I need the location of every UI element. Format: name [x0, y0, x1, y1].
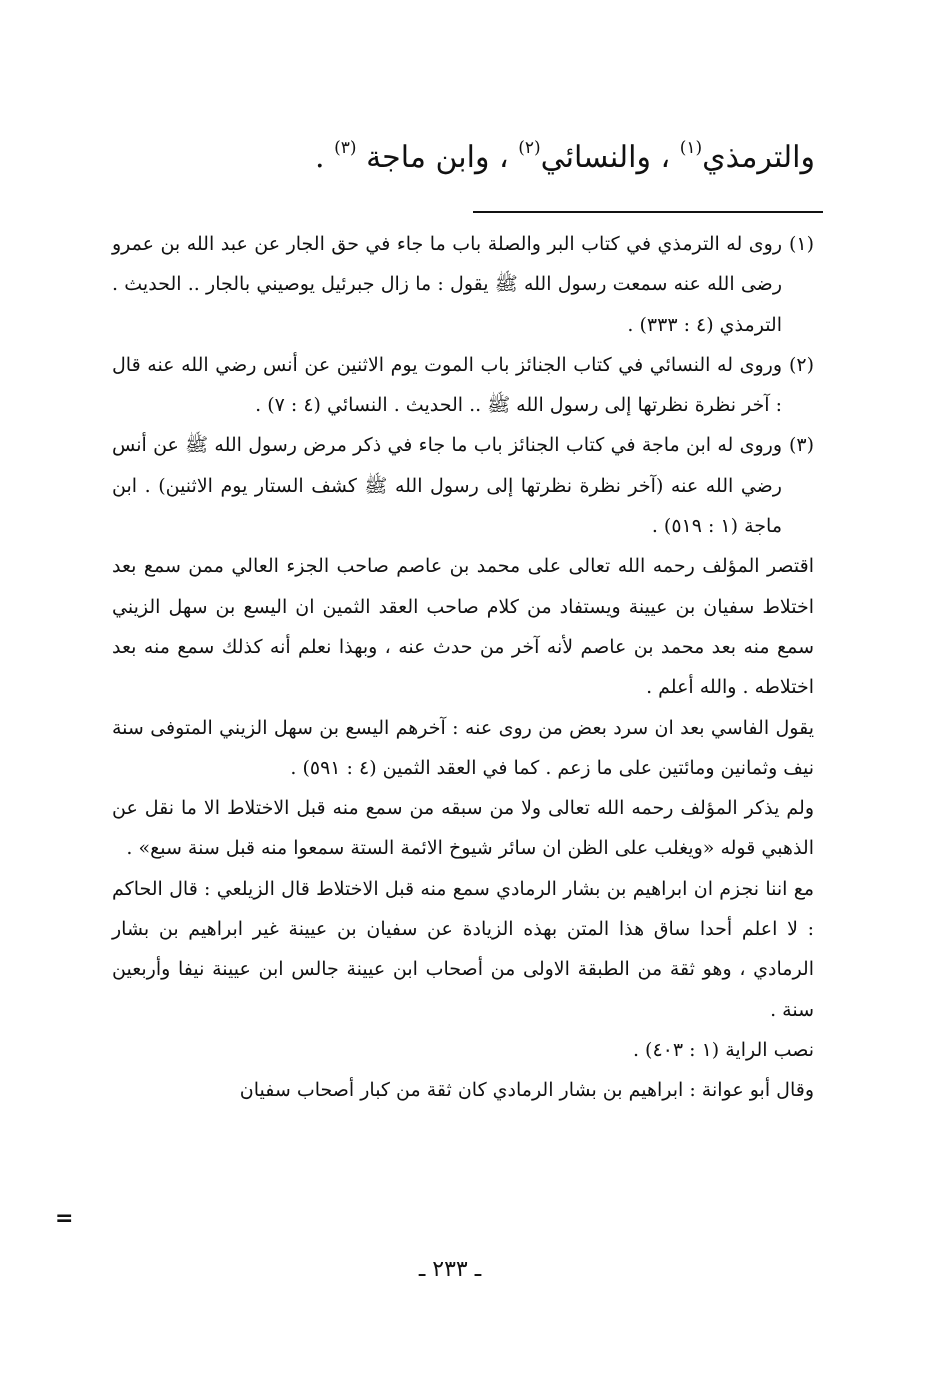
main-text-part: ، والنسائي: [540, 140, 671, 175]
footnotes-section: [112, 224, 814, 1111]
main-text-line: [255, 138, 815, 175]
footnote-number: (١): [788, 233, 814, 255]
footnote-text: وروى له النسائي في كتاب الجنائز باب الموت يوم الاثنين عن أنس رضي الله عنه قال : آخر نظرة نظرتها إلى رسول الله ﷺ .. الحديث . النسائي (٤ : ٧) .: [112, 353, 782, 417]
footnote-marker: (١): [679, 138, 703, 158]
main-text-part: ، وابن ماجة: [366, 140, 509, 175]
footnote: [112, 425, 814, 546]
footnote-number: (٢): [788, 353, 814, 376]
footnote: [112, 224, 814, 345]
continuation-mark: =: [55, 1206, 74, 1231]
note-paragraph: وقال أبو عوانة : ابراهيم بن بشار الرمادي كان ثقة من كبار أصحاب سفيان: [239, 1079, 814, 1102]
main-text-part: .: [315, 140, 325, 175]
note-paragraph: مع اننا نجزم ان ابراهيم بن بشار الرمادي سمع منه قبل الاختلاط قال الزيلعي : قال الحاكم : لا اعلم أحدا ساق هذا المتن بهذه الزيادة عن سفيان بن عيينة غير ابراهيم بن بشار الرمادي ، وهو ثقة من الطبقة الاولى من أصحاب ابن عيينة جالس ابن عيينة نيفا وأربعين سنة .: [112, 877, 814, 1021]
footnote-marker: (٢): [518, 138, 541, 158]
page-number: ـ ٢٣٣ ـ: [418, 1257, 482, 1282]
note-paragraph: يقول الفاسي بعد ان سرد بعض من روى عنه : آخرهم اليسع بن سهل الزيني المتوفى سنة نيف وثمانين ومائتين على ما زعم . كما في العقد الثمين (٤ : ٥٩١) .: [112, 716, 814, 779]
footnote-number: (٣): [788, 434, 814, 457]
footnote-marker: (٣): [334, 138, 357, 158]
footnote-text: روى له الترمذي في كتاب البر والصلة باب ما جاء في حق الجار عن عبد الله بن عمرو رضى الله عنه سمعت رسول الله ﷺ يقول : ما زال جبرئيل يوصيني بالجار .. الحديث . الترمذي (٤ : ٣٣٣) .: [112, 233, 782, 336]
footnote-text: وروى له ابن ماجة في كتاب الجنائز باب ما جاء في ذكر مرض رسول الله ﷺ عن أنس رضي الله عنه (آخر نظرة نظرتها إلى رسول الله ﷺ كشف الستار يوم الاثنين) . ابن ماجة (١ : ٥١٩) .: [112, 434, 782, 538]
note-paragraph: ولم يذكر المؤلف رحمه الله تعالى ولا من سبقه من سمع منه قبل الاختلاط الا ما نقل عن الذهبي قوله «ويغلب على الظن ان سائر شيوخ الائمة الستة سمعوا منه قبل سنة سبع» .: [112, 797, 814, 860]
note-paragraph: نصب الراية (١ : ٤٠٣) .: [632, 1038, 814, 1061]
main-text-part: والترمذي: [702, 140, 815, 175]
footnote-separator: [473, 211, 823, 213]
footnote: [112, 345, 814, 426]
note-paragraph: اقتصر المؤلف رحمه الله تعالى على محمد بن عاصم صاحب الجزء العالي ممن سمع بعد اختلاط سفيان بن عيينة ويستفاد من كلام صاحب العقد الثمين ان اليسع بن سهل الزيني سمع منه بعد محمد بن عاصم لأنه آخر من حدث عنه ، وبهذا نعلم أنه كذلك سمع منه بعد اختلاطه . والله أعلم .: [112, 555, 814, 699]
